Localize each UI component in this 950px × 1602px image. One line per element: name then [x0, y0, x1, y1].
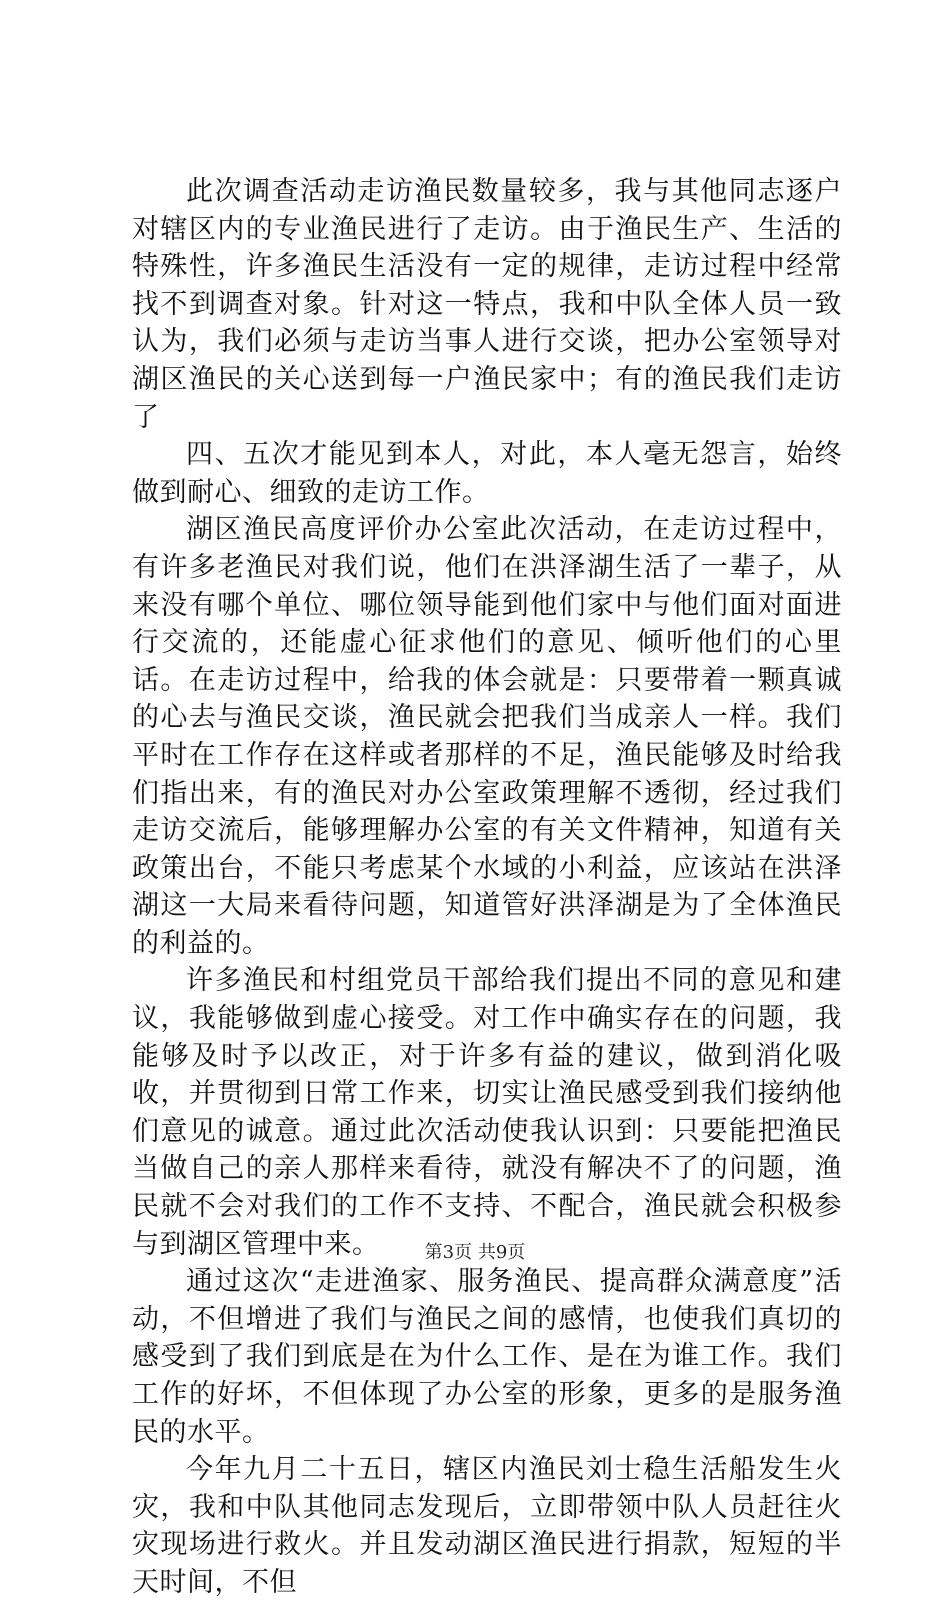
paragraph-4: 许多渔民和村组党员干部给我们提出不同的意见和建议，我能够做到虚心接受。对工作中确实存在的问题，我能够及时予以改正，对于许多有益的建议，做到消化吸收，并贯彻到日常工作来，切实让渔民感受到我们接纳他们意见的诚意。通过此次活动使我认识到：只要能把渔民当做自己的亲人那样来看待，就没有解决不了的问题，渔民就不会对我们的工作不支持、不配合，渔民就会积极参与到湖区管理中来。: [132, 965, 842, 1260]
paragraph-2: 四、五次才能见到本人，对此，本人毫无怨言，始终做到耐心、细致的走访工作。: [132, 439, 842, 508]
body-text: [132, 173, 842, 1602]
paragraph-6: 今年九月二十五日，辖区内渔民刘士稳生活船发生火灾，我和中队其他同志发现后，立即带领中队人员赶往火灾现场进行救火。并且发动湖区渔民进行捐款，短短的半天时间，不但: [132, 1454, 842, 1598]
paragraph-3: 湖区渔民高度评价办公室此次活动，在走访过程中，有许多老渔民对我们说，他们在洪泽湖生活了一辈子，从来没有哪个单位、哪位领导能到他们家中与他们面对面进行交流的，还能虚心征求他们的意见、倾听他们的心里话。在走访过程中，给我的体会就是：只要带着一颗真诚的心去与渔民交谈，渔民就会把我们当成亲人一样。我们平时在工作存在这样或者那样的不足，渔民能够及时给我们指出来，有的渔民对办公室政策理解不透彻，经过我们走访交流后，能够理解办公室的有关文件精神，知道有关政策出台，不能只考虑某个水域的小利益，应该站在洪泽湖这一大局来看待问题，知道管好洪泽湖是为了全体渔民的利益的。: [132, 514, 842, 959]
paragraph-5: 通过这次“走进渔家、服务渔民、提高群众满意度”活动，不但增进了我们与渔民之间的感情，也使我们真切的感受到了我们到底是在为什么工作、是在为谁工作。我们工作的好坏，不但体现了办公室的形象，更多的是服务渔民的水平。: [132, 1266, 842, 1448]
paragraph-1: 此次调查活动走访渔民数量较多，我与其他同志逐户对辖区内的专业渔民进行了走访。由于渔民生产、生活的特殊性，许多渔民生活没有一定的规律，走访过程中经常找不到调查对象。针对这一特点，我和中队全体人员一致认为，我们必须与走访当事人进行交谈，把办公室领导对湖区渔民的关心送到每一户渔民家中；有的渔民我们走访了: [132, 176, 842, 433]
page-number-footer: 第3页 共9页: [424, 1242, 526, 1263]
